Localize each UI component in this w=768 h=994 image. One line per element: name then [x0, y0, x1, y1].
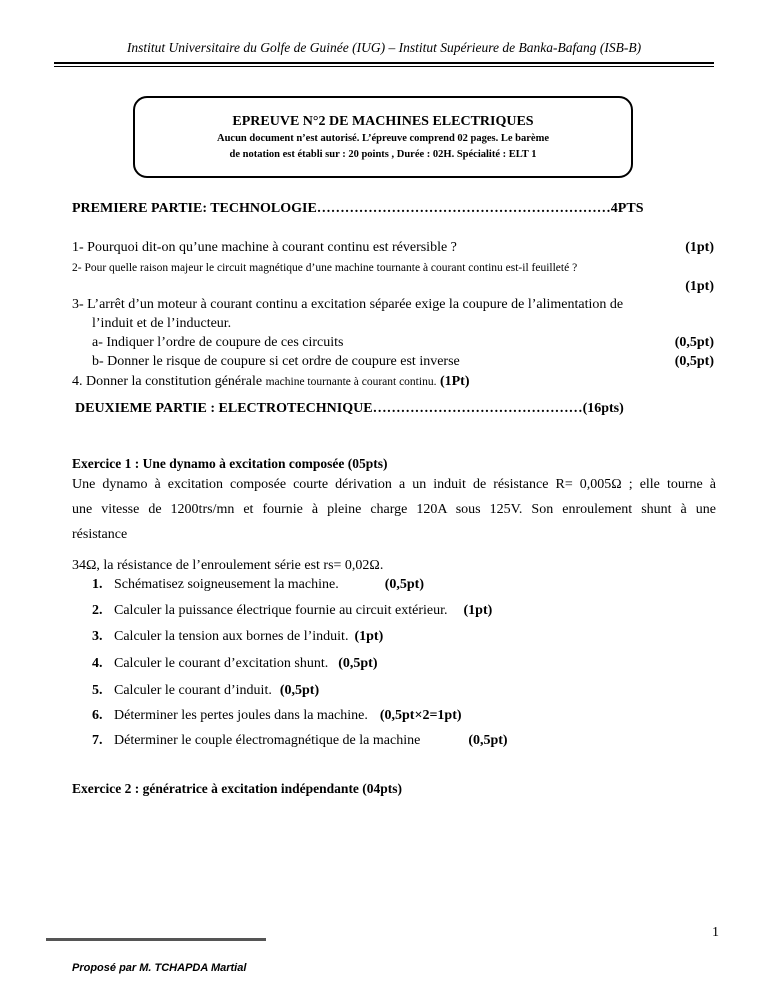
part2-title: DEUXIEME PARTIE : ELECTROTECHNIQUE………………………………………(16pts): [75, 401, 624, 416]
question-3-line1: 3- L’arrêt d’un moteur à courant continu a excitation séparée exige la coupure de l’alimentation de: [72, 297, 624, 312]
exercise1-item-points: (0,5pt): [279, 683, 320, 698]
exercise1-title: Exercice 1 : Une dynamo à excitation composée (05pts): [72, 456, 388, 471]
exam-title: EPREUVE N°2 DE MACHINES ELECTRIQUES: [232, 114, 534, 129]
question-3b-points: (0,5pt): [674, 354, 714, 369]
exercise1-item-points: (1pt): [463, 603, 493, 618]
exam-instructions-line2: de notation est établi sur : 20 points , Durée : 02H. Spécialité : ELT 1: [229, 149, 537, 160]
exam-title-box: [133, 96, 633, 178]
question-4-points: (1Pt): [436, 374, 470, 389]
question-3b: b- Donner le risque de coupure si cet ordre de coupure est inverse: [92, 354, 460, 369]
exercise1-item: 6. Déterminer les pertes joules dans la machine. (0,5pt×2=1pt): [92, 708, 462, 723]
exercise1-item-text: Déterminer les pertes joules dans la machine.: [114, 708, 368, 723]
page-header: [0, 40, 768, 56]
exercise1-item-points: (0,5pt): [338, 656, 378, 671]
header-rule-thin: [54, 66, 714, 67]
exercise1-statement-line4: 34Ω, la résistance de l’enroulement série est rs= 0,02Ω.: [72, 558, 384, 573]
page-number: 1: [712, 925, 719, 940]
exercise1-statement-line2: une vitesse de 1200trs/mn et fournie à pleine charge 120A sous 125V. Son enroulement shunt à une: [72, 502, 716, 517]
footer-author: Proposé par M. TCHAPDA Martial: [72, 962, 247, 974]
exercise1-statement-line1: Une dynamo à excitation composée courte dérivation a un induit de résistance R= 0,005Ω ; elle tourne à: [72, 477, 716, 492]
exercise1-item: 1. Schématisez soigneusement la machine. (0,5pt): [92, 577, 424, 592]
exercise1-item-points: (0,5pt): [468, 733, 508, 748]
exercise1-item: 3. Calculer la tension aux bornes de l’induit. (1pt): [92, 629, 384, 644]
question-3a-points: (0,5pt): [674, 335, 714, 350]
exercise1-item-text: Calculer la puissance électrique fournie au circuit extérieur.: [114, 603, 448, 618]
question-3a: a- Indiquer l’ordre de coupure de ces circuits: [92, 335, 344, 350]
question-4: [72, 372, 470, 390]
footer-rule: [46, 938, 266, 941]
header-right-institution: Institut Supérieure de Banka-Bafang (ISB-B): [398, 40, 642, 55]
question-2: 2- Pour quelle raison majeur le circuit magnétique d’une machine tournante à courant continu est-il feuilleté ?: [72, 262, 578, 274]
exercise1-item-text: Déterminer le couple électromagnétique de la machine: [114, 733, 421, 748]
exercise1-item-text: Schématisez soigneusement la machine.: [114, 577, 339, 592]
header-rule-thick: [54, 62, 714, 64]
exercise1-item-points: (1pt): [354, 629, 384, 644]
exercise1-item-text: Calculer le courant d’excitation shunt.: [114, 656, 329, 671]
exercise1-item: 2. Calculer la puissance électrique fournie au circuit extérieur. (1pt): [92, 603, 493, 618]
exercise2-title: Exercice 2 : génératrice à excitation indépendante (04pts): [72, 781, 403, 796]
question-2-points: (1pt): [685, 279, 714, 294]
exercise1-item-text: Calculer la tension aux bornes de l’induit.: [114, 629, 349, 644]
part1-title: PREMIERE PARTIE: TECHNOLOGIE………………………………………………………4PTS: [72, 201, 644, 216]
exercise1-statement: [72, 472, 716, 578]
exercise1-statement-line3: résistance: [72, 527, 128, 542]
question-1: 1- Pourquoi dit-on qu’une machine à courant continu est réversible ?: [72, 240, 457, 255]
header-separator: –: [385, 40, 399, 55]
question-3-line2: l’induit et de l’inducteur.: [92, 316, 232, 331]
exercise1-item: 4. Calculer le courant d’excitation shunt. (0,5pt): [92, 656, 378, 671]
exercise1-item: 7. Déterminer le couple électromagnétique de la machine (0,5pt): [92, 733, 508, 748]
question-4-text-b: machine tournante à courant continu.: [265, 376, 437, 388]
exercise1-item-points: (0,5pt×2=1pt): [379, 708, 462, 723]
exercise1-item: 5. Calculer le courant d’induit. (0,5pt): [92, 683, 320, 698]
exam-instructions-line1: Aucun document n’est autorisé. L’épreuve comprend 02 pages. Le barème: [216, 133, 549, 144]
exercise1-item-points: (0,5pt): [384, 577, 424, 592]
exercise1-item-text: Calculer le courant d’induit.: [114, 683, 272, 698]
question-1-points: (1pt): [685, 240, 714, 255]
question-4-text-a: 4. Donner la constitution générale: [72, 374, 266, 389]
header-left-institution: Institut Universitaire du Golfe de Guinée (IUG): [126, 40, 386, 55]
